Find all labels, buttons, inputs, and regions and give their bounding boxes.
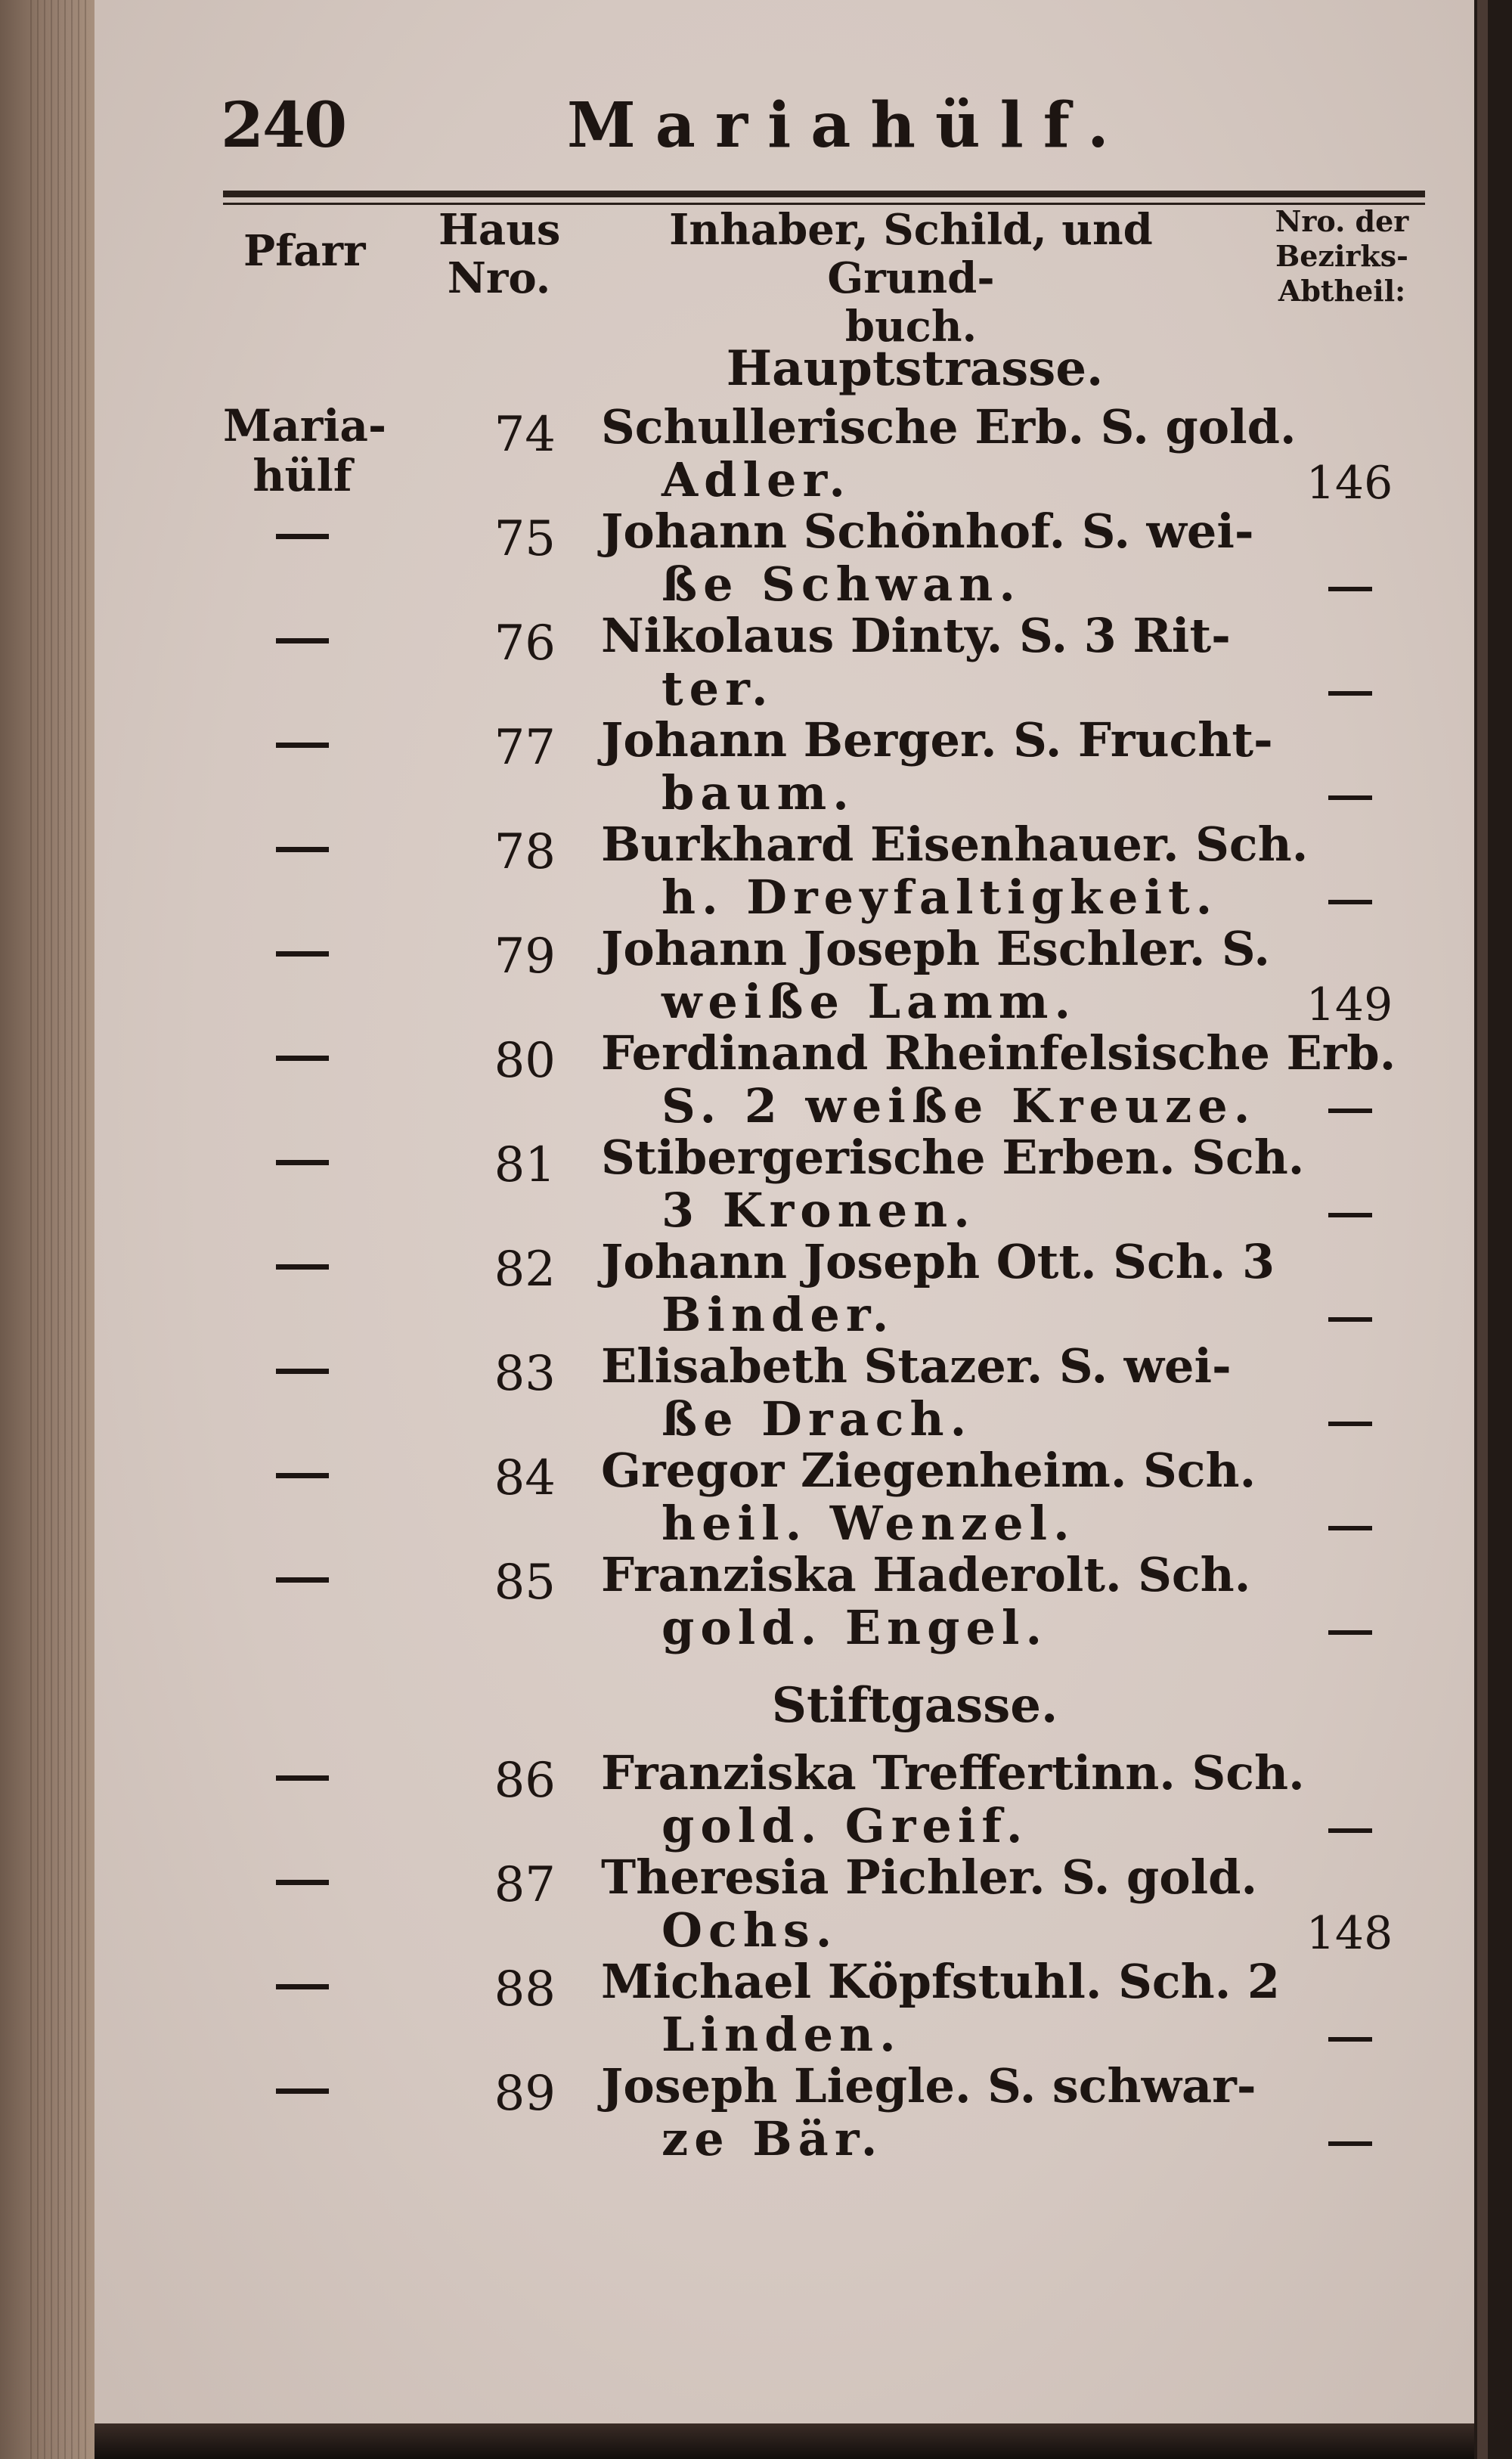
entry-text [601,1444,1478,1550]
entry-house-number: 82 [494,1242,556,1298]
entry-house-number: 74 [494,407,556,463]
entry-owner-line: Theresia Pichler. S. gold. [601,1850,1258,1905]
list-item [223,1340,1425,1446]
ditto-dash [276,1880,329,1885]
entry-house-number: 79 [494,929,556,985]
bottom-shadow [94,2423,1474,2459]
list-item [223,609,1425,715]
entry-text [601,818,1478,924]
entry-sign-line: ze Bär. [662,2111,884,2166]
list-item [223,921,1425,1031]
entry-owner-line: Elisabeth Stazer. S. wei- [601,1338,1232,1394]
entry-pfarr [223,400,387,501]
entry-house-number: 89 [494,2066,556,2122]
ditto-dash [276,847,329,852]
entry-owner-line: Burkhard Eisenhauer. Sch. [601,817,1309,872]
entry-sign-line: ße Schwan. [662,557,1021,612]
ditto-dash [1328,1630,1372,1635]
list-item [223,1236,1425,1341]
page-number: 240 [221,89,346,162]
header-rule-thick [223,191,1425,197]
entry-house-number: 80 [494,1033,556,1089]
ditto-dash [276,638,329,643]
entry-house-number: 87 [494,1857,556,1913]
list-item [223,1747,1425,1853]
ditto-dash [1328,1213,1372,1217]
entry-house-number: 88 [494,1961,556,2017]
column-header-haus [438,206,559,302]
entry-sign-line: Adler. [662,452,852,507]
ditto-dash [1328,900,1372,904]
column-header-haus-line1: Haus [438,205,561,255]
entry-owner-line: Stibergerische Erben. Sch. [601,1130,1305,1185]
entry-sign-line: baum. [662,765,855,820]
entry-house-number: 83 [494,1346,556,1402]
entry-owner-line: Franziska Haderolt. Sch. [601,1547,1251,1602]
running-title: Mariahülf. [567,89,1129,162]
entry-text [601,1955,1478,2061]
right-page-edge [1474,0,1512,2459]
list-item [223,818,1425,924]
book-edge-lines [30,0,91,2459]
column-header-nro-line2: Bezirks- [1275,239,1408,273]
entry-text [601,1747,1478,1853]
entry-house-number: 75 [494,511,556,567]
list-item [223,2060,1425,2166]
column-header-pfarr: Pfarr [243,226,366,276]
entry-owner-line: Johann Joseph Ott. Sch. 3 [601,1234,1275,1289]
entry-owner-line: Schullerische Erb. S. gold. [601,399,1297,454]
ditto-dash [1328,1828,1372,1833]
entry-pfarr-line1: Maria- [223,400,387,451]
entry-sign-line: h. Dreyfaltigkeit. [662,870,1219,925]
entry-house-number: 86 [494,1753,556,1809]
entry-sign-line: 3 Kronen. [662,1183,976,1238]
entry-district-number: 148 [1306,1907,1393,1960]
entry-owner-line: Johann Schönhof. S. wei- [601,504,1254,559]
entry-sign-line: Linden. [662,2007,902,2062]
section-heading: Stiftgasse. [771,1677,1058,1734]
list-item [223,1444,1425,1550]
list-item [223,1850,1425,1960]
entry-text [601,714,1478,820]
entry-sign-line: gold. Engel. [662,1600,1049,1655]
entry-text [601,505,1478,611]
list-item [223,1955,1425,2061]
list-item [223,1549,1425,1654]
ditto-dash [276,1473,329,1478]
entry-sign-line: heil. Wenzel. [662,1496,1076,1551]
ditto-dash [276,1056,329,1061]
entry-owner-line: Gregor Ziegenheim. Sch. [601,1443,1256,1498]
ditto-dash [276,1577,329,1583]
entry-sign-line: Binder. [662,1287,895,1342]
entry-house-number: 84 [494,1450,556,1506]
right-page-strip [1477,0,1488,2459]
ditto-dash [276,2088,329,2094]
ditto-dash [276,1264,329,1270]
list-item [223,505,1425,611]
column-header-nro [1263,204,1421,309]
entry-text [601,1236,1478,1341]
entry-text [601,1340,1478,1446]
entry-district-number: 146 [1306,457,1393,510]
ditto-dash [1328,587,1372,591]
entry-owner-line: Johann Berger. S. Frucht- [601,712,1273,767]
ditto-dash [1328,1526,1372,1530]
ditto-dash [276,1775,329,1781]
ditto-dash [1328,2141,1372,2146]
ditto-dash [276,1369,329,1374]
ditto-dash [1328,1422,1372,1426]
column-header-inhaber [597,206,1225,351]
ditto-dash [1328,2037,1372,2042]
ditto-dash [276,743,329,748]
entry-owner-line: Ferdinand Rheinfelsische Erb. [601,1025,1396,1081]
entry-owner-line: Franziska Treffertinn. Sch. [601,1745,1305,1800]
entry-sign-line: ße Drach. [662,1391,973,1447]
ditto-dash [1328,691,1372,696]
entry-sign-line: weiße Lamm. [662,974,1077,1029]
entry-text [601,1131,1478,1237]
column-header-haus-line2: Nro. [447,253,551,303]
ditto-dash [276,1984,329,1989]
list-item [223,399,1425,510]
entry-sign-line: S. 2 weiße Kreuze. [662,1078,1256,1133]
ditto-dash [276,951,329,957]
entry-text [601,1027,1478,1133]
entry-text [601,1549,1478,1654]
entry-house-number: 76 [494,616,556,671]
column-header-inhaber-line1: Inhaber, Schild, und Grund- [669,205,1153,303]
list-item [223,1131,1425,1237]
entry-owner-line: Joseph Liegle. S. schwar- [601,2058,1256,2113]
column-header-nro-line3: Abtheil: [1278,274,1406,308]
entry-text [601,609,1478,715]
entry-house-number: 81 [494,1137,556,1193]
entry-text [601,2060,1478,2166]
column-header-inhaber-line2: buch. [844,302,978,352]
ditto-dash [276,1160,329,1165]
ditto-dash [1328,1109,1372,1113]
list-item [223,714,1425,820]
entry-house-number: 78 [494,824,556,880]
entry-owner-line: Johann Joseph Eschler. S. [601,921,1271,976]
ditto-dash [1328,795,1372,800]
entry-pfarr-line2: hülf [253,450,352,501]
ditto-dash [276,534,329,539]
entry-sign-line: gold. Greif. [662,1798,1029,1853]
column-header-nro-line1: Nro. der [1275,204,1409,238]
entry-house-number: 77 [494,720,556,776]
entry-district-number: 149 [1306,978,1393,1031]
entry-sign-line: Ochs. [662,1902,838,1958]
entry-house-number: 85 [494,1555,556,1611]
list-item [223,1027,1425,1133]
ditto-dash [1328,1317,1372,1322]
entry-sign-line: ter. [662,661,774,716]
entry-owner-line: Michael Köpfstuhl. Sch. 2 [601,1954,1281,2009]
entry-owner-line: Nikolaus Dinty. S. 3 Rit- [601,608,1231,663]
section-heading: Hauptstrasse. [726,340,1104,397]
